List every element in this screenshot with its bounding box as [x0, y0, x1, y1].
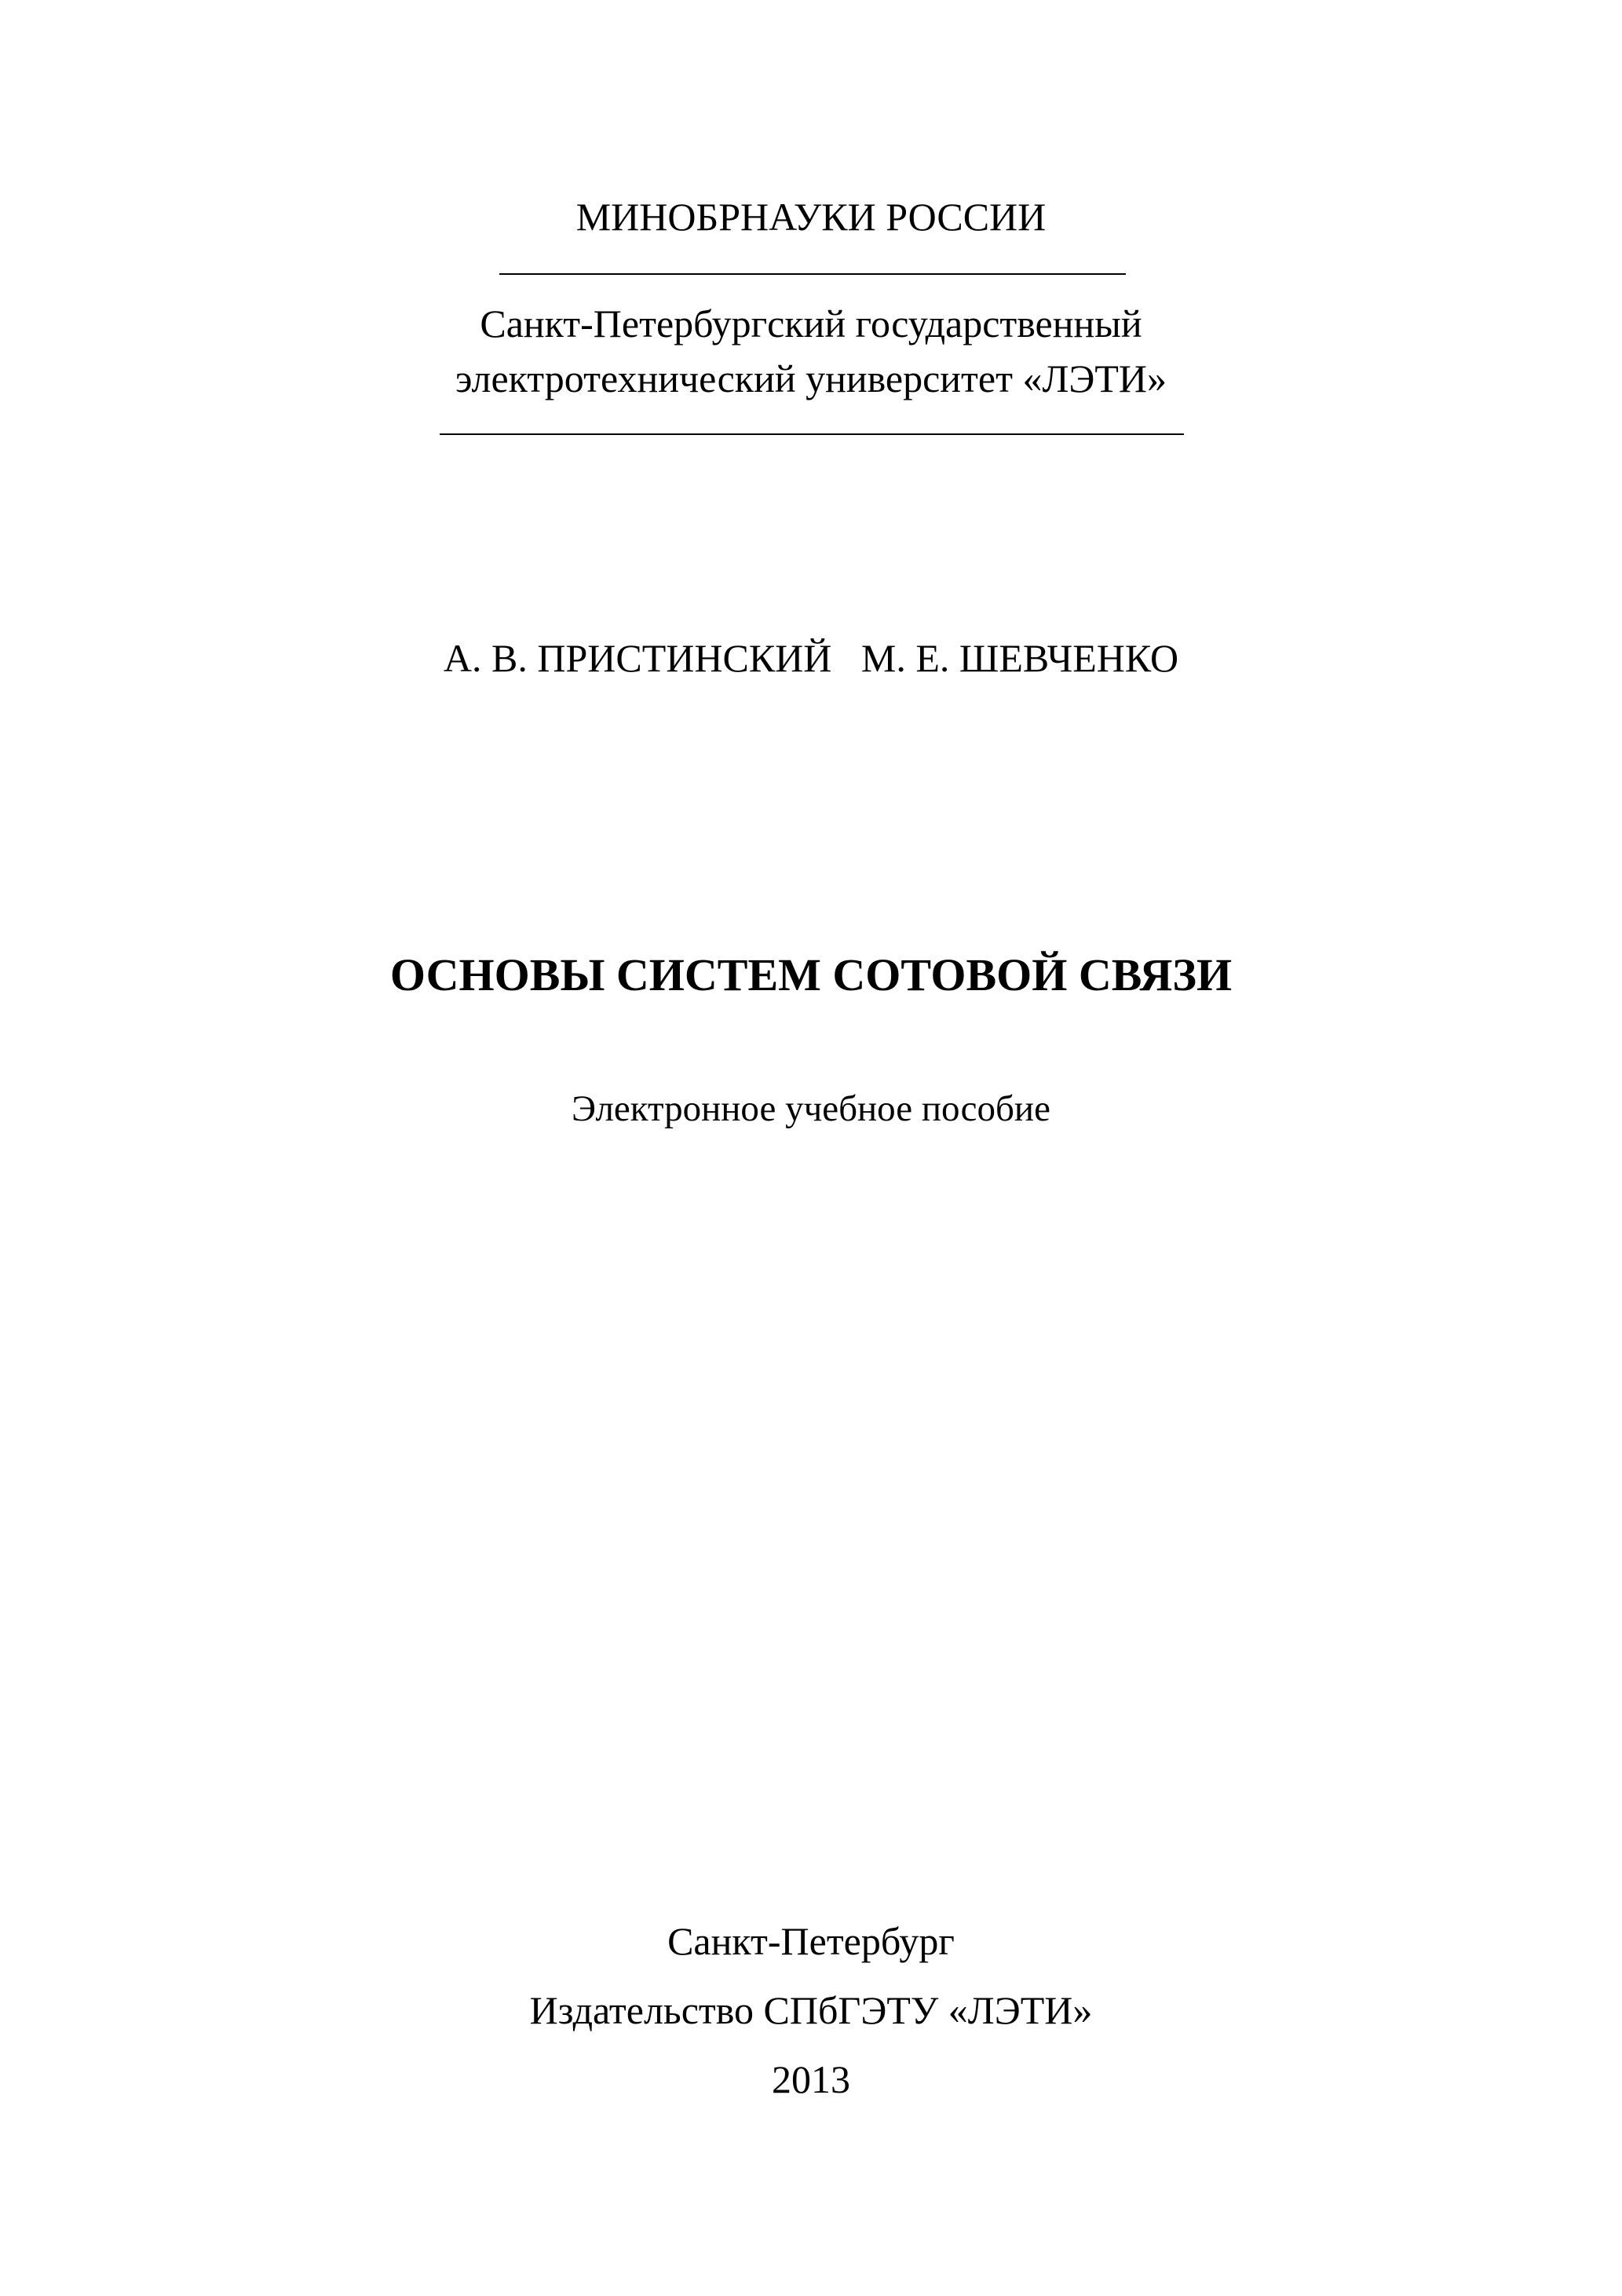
authors: А. В. ПРИСТИНСКИЙ М. Е. ШЕВЧЕНКО	[443, 636, 1179, 680]
book-title: ОСНОВЫ СИСТЕМ СОТОВОЙ СВЯЗИ	[389, 949, 1233, 1000]
separator-rule	[440, 433, 1184, 435]
university-name-line2: электротехнический университет «ЛЭТИ»	[455, 356, 1167, 400]
imprint-city: Санкт-Петербург	[667, 1919, 955, 1963]
university-name-line1: Санкт-Петербургский государственный	[480, 302, 1142, 345]
imprint-year: 2013	[772, 2057, 850, 2101]
ministry-name: МИНОБРНАУКИ РОССИИ	[575, 195, 1047, 239]
imprint-publisher: Издательство СПбГЭТУ «ЛЭТИ»	[529, 1988, 1093, 2032]
separator-rule	[499, 273, 1126, 275]
book-subtitle: Электронное учебное пособие	[572, 1088, 1050, 1129]
